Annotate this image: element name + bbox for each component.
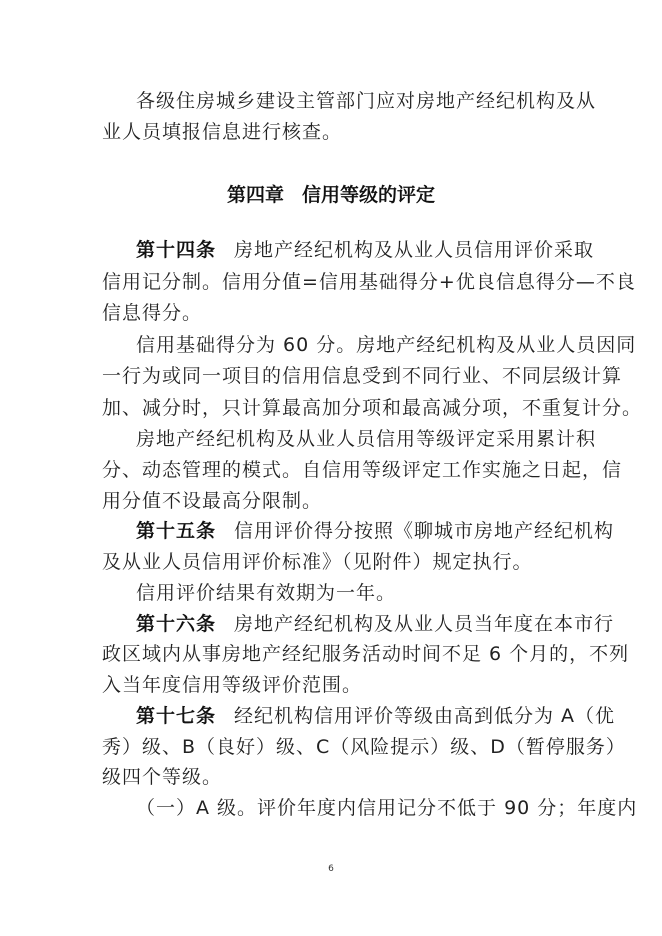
body-line: 用分值不设最高分限制。 [102,490,323,512]
body-line: 加、减分时，只计算最高加分项和最高减分项，不重复计分。 [102,397,643,419]
body-line: 信用基础得分为 60 分。房地产经纪机构及从业人员因同 [136,334,637,356]
body-line: 一行为或同一项目的信用信息受到不同行业、不同层级计算 [102,365,623,387]
article-label: 第十四条 [136,239,217,261]
body-line: 各级住房城乡建设主管部门应对房地产经纪机构及从 [136,90,597,112]
chapter-title: 信用等级的评定 [302,184,436,206]
body-line: 秀）级、B（良好）级、C（风险提示）级、D（暂停服务） [102,736,626,758]
article-label: 第十七条 [136,705,217,727]
chapter-heading [0,180,662,207]
body-line: 信用记分制。信用分值=信用基础得分+优良信息得分—不良 [102,271,636,293]
body-line: 信息得分。 [102,302,203,324]
article-label: 第十六条 [136,613,217,635]
body-line: 政区域内从事房地产经纪服务活动时间不足 6 个月的，不列 [102,643,630,665]
body-line: （一）A 级。评价年度内信用记分不低于 90 分；年度内 [136,797,638,819]
body-line: 房地产经纪机构及从业人员信用等级评定采用累计积 [136,428,597,450]
article-line [136,704,616,728]
body-line: 业人员填报信息进行核查。 [102,121,343,143]
body-line: 入当年度信用等级评价范围。 [102,674,363,696]
article-label: 第十五条 [136,520,217,542]
chapter-number: 第四章 [226,184,284,206]
body-line: 信用评价结果有效期为一年。 [136,582,397,604]
article-line [136,519,615,543]
page-number: 6 [328,864,334,874]
article-text: 房地产经纪机构及从业人员当年度在本市行 [234,613,615,635]
body-line: 及从业人员信用评价标准》（见附件）规定执行。 [102,551,533,573]
article-line [136,238,595,262]
body-line: 分、动态管理的模式。自信用等级评定工作实施之日起，信 [102,459,623,481]
article-text: 经纪机构信用评价等级由高到低分为 A（优 [234,705,616,727]
article-line [136,612,615,636]
body-line: 级四个等级。 [102,766,223,788]
article-text: 信用评价得分按照《聊城市房地产经纪机构 [234,520,615,542]
article-text: 房地产经纪机构及从业人员信用评价采取 [234,239,595,261]
